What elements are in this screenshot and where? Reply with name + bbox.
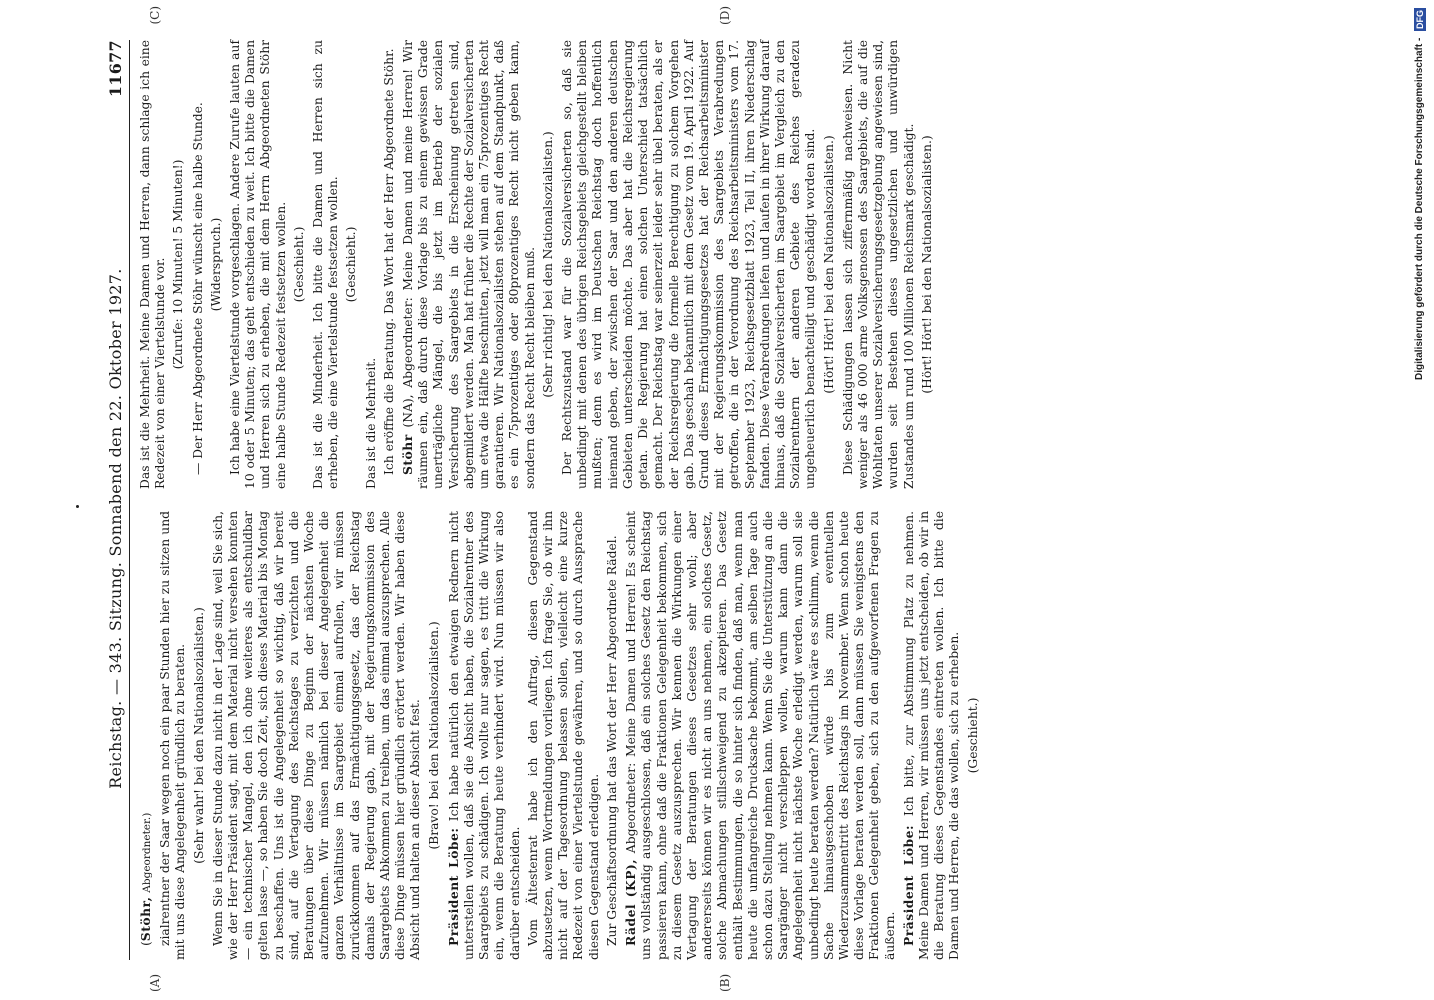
interjection: (Hört! Hört! bei den Nationalsozialisten.) [821,135,836,394]
interjection: (Widerspruch.) [208,217,223,312]
body-paragraph: Ich eröffne die Beratung. Das Wort hat der Herr Abgeordnete Stöhr. [381,48,396,475]
text-columns [138,40,985,960]
body-paragraph: Ich habe eine Viertelstunde vorgeschlagen. Andere Zurufe lauten auf 10 oder 5 Minuten; das geht entschieden zu weit. Ich bitte die Damen und Herren sich zu erheben, die mit dem Herrn Abgeordneten Stöhr eine halbe Stunde Redezeit festsetzen wollen. [228,40,288,489]
speaker-name: Rädel (KP), [623,858,639,946]
body-paragraph: Das ist die Minderheit. Ich bitte die Damen und Herren sich zu erheben, die eine Viertelstunde festsetzen wollen. [311,40,341,489]
speech-text: Ich habe natürlich den etwaigen Rednern nicht unterstellen wollen, daß sie die Absicht haben, die Sozialrentner des Saargebiets zu schädigen. Ich wollte nur sagen, es tritt die Wirkung ein, wenn die Beratung heute verhindert wird. Nun müssen wir also darüber entscheiden. [446,511,522,960]
page-header [106,40,130,960]
rotated-document-page [78,0,1398,1000]
speaker-paragraph [623,511,898,960]
speech-text: Abgeordneter: Meine Damen und Herren! Es scheint uns vollständig ausgeschlossen, daß ein solches Gesetz den Reichstag passieren kann, ohne daß die Fraktionen Gelegenheit bekommen, sich zu diesem Gesetz auszusprechen. Wir kennen die Wirkungen einer Vertagung der Beratungen dieses Gesetzes sehr wohl; aber andererseits können wir es nicht an uns nehmen, ein solches Gesetz, solche Abmachungen stillschweigend zu akzeptieren. Das Gesetz enthält Bestimmungen, die so hinter sich finden, daß man, wenn man heute die umfangreiche Drucksache bekommt, am selben Tage auch schon dazu Stellung nehmen kann. Wenn Sie die Unterstützung an die Saargänger nicht verschleppen wollen, warum kann dann die Angelegenheit nicht nächste Woche erledigt werden, warum soll sie unbedingt heute beraten werden? Natürlich wäre es schlimm, wenn die Sache hinausgeschoben würde bis zum eventuellen Wiederzusammentritt des Reichstags im November. Wenn schon heute diese Vorlage beraten werden soll, dann müssen Sie wenigstens den Fraktionen Gelegenheit geben, sich zu den aufgeworfenen Fragen zu äußern. [624,511,897,960]
body-paragraph: Wenn Sie in dieser Stunde dazu nicht in der Lage sind, weil Sie sich, wie der Herr Präsident sagt, mit dem Material nicht versehen konnten — ein technischer Mangel, den ich ohne weiteres als entschuldbar gelten lasse —, so haben Sie doch Zeit, sich dieses Material bis Montag zu beschaffen. Uns ist die Angelegenheit so wichtig, daß wir bereit sind, auf die Vertagung des Reichstages zu verzichten und die Beratungen über diese Dinge zu Beginn der nächsten Woche aufzunehmen. Wir müssen nämlich bei dieser Angelegenheit die ganzen Verhältnisse im Saargebiet einmal aufrollen, wir müssen zurückkommen auf das Ermächtigungsgesetz, das der Reichstag damals der Regierung gab, mit der Regierungskommission des Saargebiets Abkommen zu treiben, um das einmal auszusprechen. Alle diese Dinge müssen hier gründlich erörtert werden. Wir haben diese Absicht und halten an dieser Absicht fest. [210,511,423,960]
interjection: (Hört! Hört! bei den Nationalsozialisten.) [919,135,934,394]
body-paragraph: Diese Schädigungen lassen sich ziffernmäßig nachweisen. Nicht weniger als 46 000 arme Volksgenossen des Saargebiets, die auf die Wohltaten unserer Sozialversicherungsgesetzgebung angewiesen sind, wurden seit Bestehen dieses ungesetzlichen und unwürdigen Zustandes um rund 100 Millionen Reichsmark geschädigt. [840,40,916,489]
speaker-name: Stöhr, [138,896,153,942]
speaker-name: Präsident Löbe: [900,824,916,946]
margin-marker-a: (A) [148,973,162,992]
interjection: (Bravo! bei den Nationalsozialisten.) [426,621,441,850]
speaker-name: Präsident Löbe: [445,827,461,946]
interjection: (Sehr richtig! bei den Nationalsozialisten.) [540,131,555,398]
dfg-logo: DFG [1415,10,1425,29]
speaker-paragraph [901,511,963,960]
speaker-paragraph [400,40,538,489]
speaker-role: Abgeordneter.) [141,812,153,893]
digitization-stamp [1414,8,1426,992]
speech-text: (NA), Abgeordneter: Meine Damen und meine Herren! Wir räumen ein, daß durch diese Vorlage bis zu einem gewissen Grade unerträgliche Mängel, die bis jetzt im Betrieb der sozialen Versicherung des Saargebiets in die Erscheinung getreten sind, abgemildert werden. Man hat früher die Rechte der Sozialversicherten um etwa die Hälfte beschnitten, jetzt will man ein 75prozentiges Recht garantieren. Wir Nationalsozialisten stehen auf dem Standpunkt, daß es ein 75prozentiges oder 80prozentiges Recht nicht geben kann, sondern das Recht Recht bleiben muß. [401,40,537,489]
page-header-title: Reichstag. — 343. Sitzung. Sonnabend den 22. Oktober 1927. [106,268,125,789]
scan-speck [76,505,79,508]
margin-marker-c: (C) [148,6,162,25]
interjection: (Sehr wahr! bei den Nationalsozialisten.) [191,607,206,864]
body-paragraph: Das ist die Mehrheit. [363,357,378,489]
speaker-paragraph [138,511,155,960]
body-paragraph: zialrentner der Saar wegen noch ein paar Stunden hier zu sitzen und mit uns diese Angelegenheit gründlich zu beraten. [158,511,188,960]
margin-marker-b: (B) [718,973,732,992]
body-paragraph: Vom Ältestenrat habe ich den Auftrag, diesen Gegenstand abzusetzen, wenn Wortmeldungen vorliegen. Ich frage Sie, ob wir ihn nicht auf der Tagesordnung belassen sollen, vielleicht eine kurze Redezeit von einer Viertelstunde gewähren, und so durch Aussprache diesen Gegenstand erledigen. [525,511,601,960]
page-number: 11677 [106,40,125,98]
interjection: (Zurufe: 10 Minuten! 5 Minuten!) [171,159,186,370]
interjection: (Geschieht.) [344,226,359,303]
right-column [138,40,985,489]
margin-marker-d: (D) [718,6,732,25]
speaker-name: Stöhr [400,434,416,475]
body-paragraph: — Der Herr Abgeordnete Stöhr wünscht eine halbe Stunde. [190,102,205,475]
interjection: (Geschieht.) [291,226,306,303]
speaker-paragraph [446,511,523,960]
speaker-prefix: ( [139,941,153,946]
body-paragraph: Der Rechtszustand war für die Sozialversicherten so, daß sie unbedingt mit denen des übrigen Reichsgebiets gleichgestellt bleiben mußten; denn es wird im Deutschen Reichstag doch hoffentlich niemand geben, der zwischen der Saar und den anderen deutschen Gebieten unterscheiden möchte. Das aber hat die Reichsregierung getan. Die Regierung hat einen solchen Unterschied tatsächlich gemacht. Der Reichstag war seinerzeit leider sehr übel beraten, als er der Reichsregierung die formelle Berechtigung zu solchem Vorgehen gab. Das geschah bekanntlich mit dem Gesetz vom 19. April 1922. Auf Grund dieses Ermächtigungsgesetzes hat der Reichsarbeitsminister mit der Regierungskommission des Saargebiets Verabredungen getroffen, die in der Verordnung des Reichsarbeitsministers vom 17. September 1923, Reichsgesetzblatt 1923, Teil II, ihren Niederschlag fanden. Diese Verabredungen liefen und laufen in ihrer Wirkung darauf hinaus, daß die Sozialversicherten im Saargebiet im Vergleich zu den Sozialrentnern der anderen Gebiete des Reiches geradezu ungeheuerlich benachteiligt und geschädigt worden sind. [560,40,818,489]
left-column [138,511,985,960]
body-paragraph: Zur Geschäftsordnung hat das Wort der Herr Abgeordnete Rädel. [604,535,619,946]
interjection: (Geschieht.) [965,697,980,774]
digitization-stamp-text: Digitalisierung gefördert durch die Deutsche Forschungsgemeinschaft - [1414,37,1425,381]
body-paragraph: Das ist die Mehrheit. Meine Damen und Herren, dann schlage ich eine Redezeit von einer Viertelstunde vor. [138,40,168,489]
speech-text: Ich bitte, zur Abstimmung Platz zu nehmen. Meine Damen und Herren, wir müssen uns jetzt entscheiden, ob wir in die Beratung dieses Gegenstandes eintreten wollen. Ich bitte die Damen und Herren, die das wollen, sich zu erheben. [901,511,962,960]
